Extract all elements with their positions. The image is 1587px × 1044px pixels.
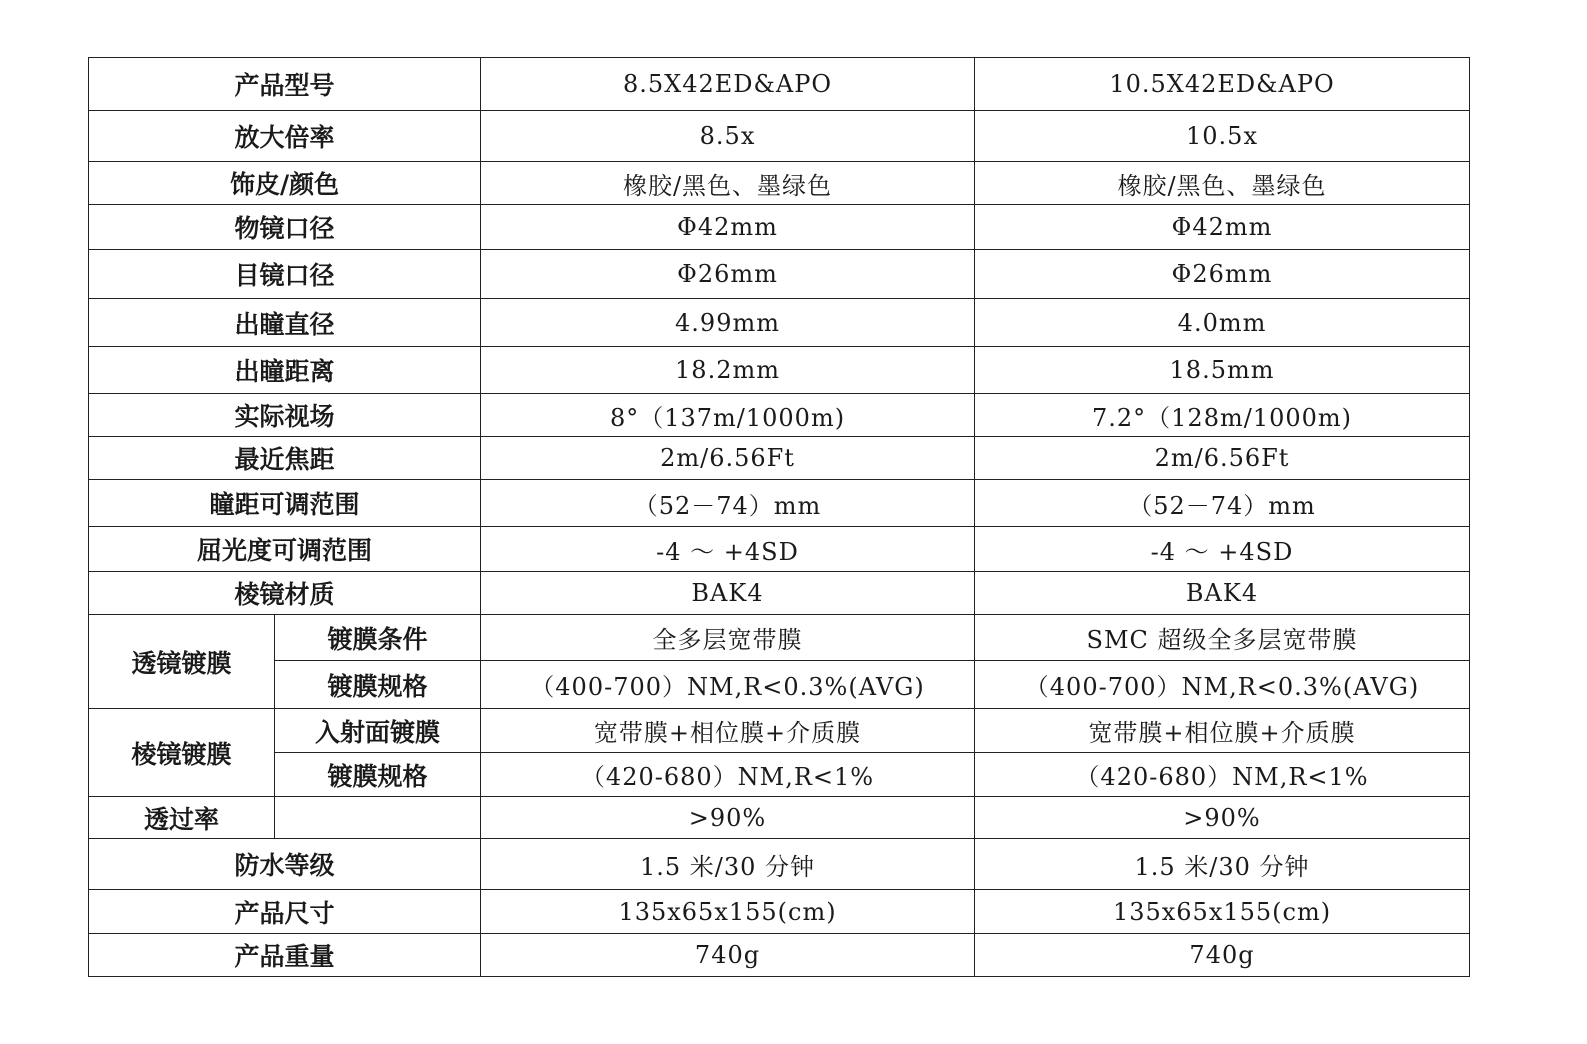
table-row [89,437,1470,480]
row-label: 瞳距可调范围 [89,480,481,527]
table-row [89,797,1470,839]
row-label: 物镜口径 [89,205,481,250]
cell-value: 10.5x [975,111,1470,162]
cell-value: >90% [481,797,975,839]
empty-cell [275,797,481,839]
table-row [89,839,1470,890]
row-label: 镀膜条件 [275,615,481,661]
cell-value: （420-680）NM,R<1% [481,753,975,797]
row-label: 出瞳距离 [89,347,481,394]
cell-value: 135x65x155(cm) [975,890,1470,934]
cell-value: Φ42mm [975,205,1470,250]
row-label: 产品尺寸 [89,890,481,934]
cell-value: 宽带膜+相位膜+介质膜 [975,709,1470,753]
group-label-prism-coating: 棱镜镀膜 [89,709,275,797]
cell-value: （52－74）mm [975,480,1470,527]
cell-value: 橡胶/黑色、墨绿色 [975,162,1470,205]
cell-value: 740g [481,934,975,977]
cell-value: 2m/6.56Ft [481,437,975,480]
table-row [89,572,1470,615]
cell-value: BAK4 [975,572,1470,615]
row-label: 棱镜材质 [89,572,481,615]
table-row [89,111,1470,162]
cell-value: 4.99mm [481,299,975,347]
spec-table [88,57,1470,977]
row-label: 镀膜规格 [275,753,481,797]
cell-value: 橡胶/黑色、墨绿色 [481,162,975,205]
model-value-1: 8.5X42ED&APO [481,58,975,111]
cell-value: 7.2°（128m/1000m) [975,394,1470,437]
table-row [89,753,1470,797]
table-row [89,615,1470,661]
table-row [89,299,1470,347]
cell-value: 全多层宽带膜 [481,615,975,661]
table-row [89,934,1470,977]
row-label: 目镜口径 [89,250,481,299]
group-label-lens-coating: 透镜镀膜 [89,615,275,709]
cell-value: 8.5x [481,111,975,162]
row-label: 最近焦距 [89,437,481,480]
row-label: 放大倍率 [89,111,481,162]
cell-value: -4 ～ +4SD [481,527,975,572]
cell-value: 宽带膜+相位膜+介质膜 [481,709,975,753]
cell-value: 2m/6.56Ft [975,437,1470,480]
cell-value: Φ26mm [975,250,1470,299]
row-label: 镀膜规格 [275,661,481,709]
model-value-2: 10.5X42ED&APO [975,58,1470,111]
cell-value: 135x65x155(cm) [481,890,975,934]
table-row [89,347,1470,394]
table-row [89,527,1470,572]
row-label: 屈光度可调范围 [89,527,481,572]
table-row [89,394,1470,437]
cell-value: 18.2mm [481,347,975,394]
cell-value: Φ26mm [481,250,975,299]
row-label: 入射面镀膜 [275,709,481,753]
cell-value: （400-700）NM,R<0.3%(AVG) [481,661,975,709]
cell-value: （420-680）NM,R<1% [975,753,1470,797]
table-row [89,58,1470,111]
table-row [89,709,1470,753]
cell-value: SMC 超级全多层宽带膜 [975,615,1470,661]
row-label: 饰皮/颜色 [89,162,481,205]
cell-value: 1.5 米/30 分钟 [481,839,975,890]
cell-value: >90% [975,797,1470,839]
cell-value: 1.5 米/30 分钟 [975,839,1470,890]
row-label: 出瞳直径 [89,299,481,347]
cell-value: 8°（137m/1000m) [481,394,975,437]
cell-value: -4 ～ +4SD [975,527,1470,572]
table-row [89,162,1470,205]
row-label-transmittance: 透过率 [89,797,275,839]
cell-value: （52－74）mm [481,480,975,527]
table-row [89,661,1470,709]
cell-value: BAK4 [481,572,975,615]
table-row [89,480,1470,527]
table-row [89,205,1470,250]
cell-value: 4.0mm [975,299,1470,347]
cell-value: （400-700）NM,R<0.3%(AVG) [975,661,1470,709]
table-row [89,890,1470,934]
cell-value: Φ42mm [481,205,975,250]
row-label: 防水等级 [89,839,481,890]
row-label-model: 产品型号 [89,58,481,111]
cell-value: 740g [975,934,1470,977]
row-label: 产品重量 [89,934,481,977]
row-label: 实际视场 [89,394,481,437]
cell-value: 18.5mm [975,347,1470,394]
table-row [89,250,1470,299]
